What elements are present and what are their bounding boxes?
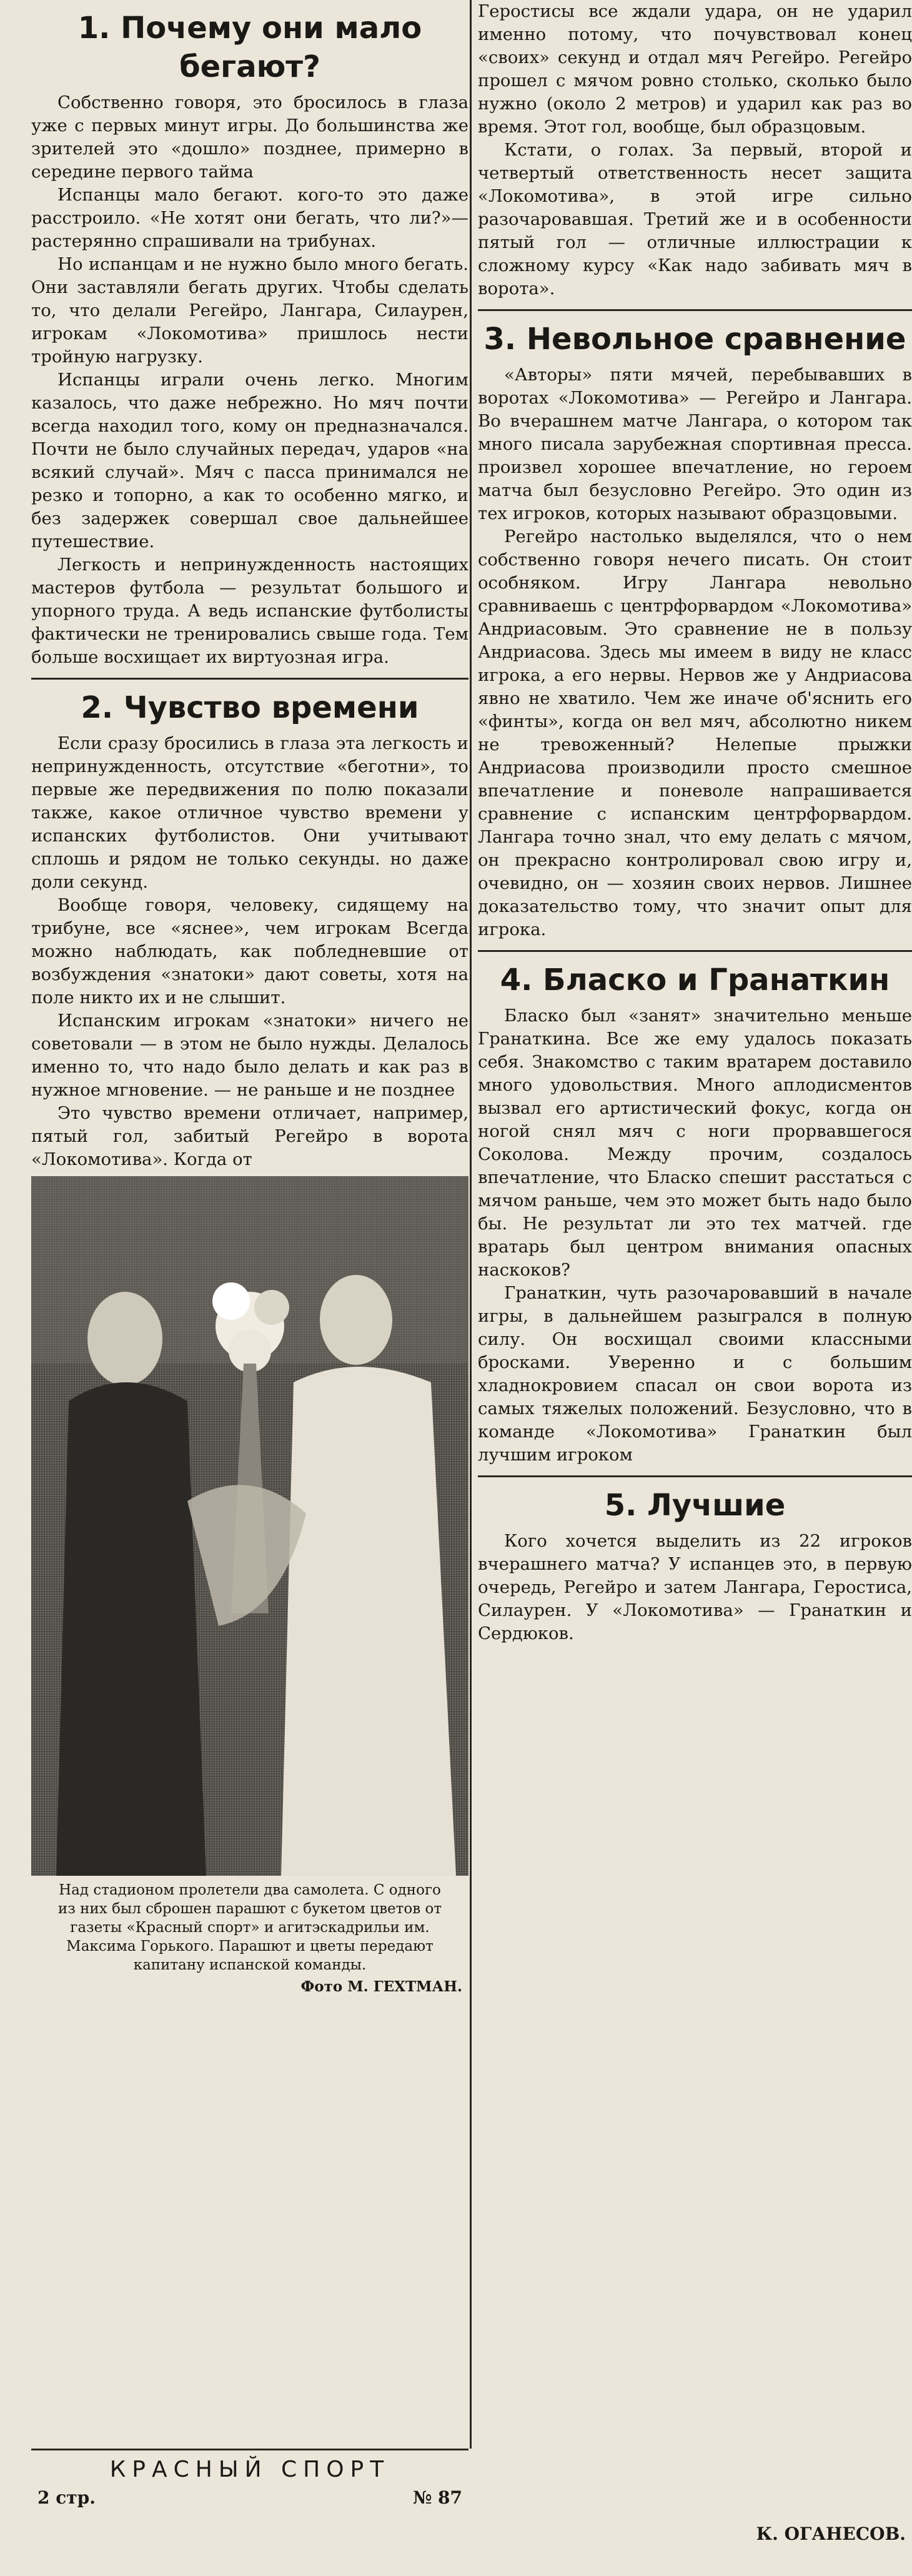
photo-credit: Фото М. ГЕХТМАН. xyxy=(300,1978,462,1995)
section-divider xyxy=(478,1475,912,1477)
article-5 xyxy=(478,1486,912,1645)
article-4-body xyxy=(478,1004,912,1467)
page-footer xyxy=(31,2449,468,2508)
article-1-title: 1. Почему они мало бегают? xyxy=(77,11,422,84)
article-5-paragraph: Кого хочется выделить из 22 игроков вчерашнего матча? У испанцев это, в первую очередь, Регейро и затем Лангара, Героcтиса, Силаурен. У «Локомотива» — Гранаткин и Сердюков. xyxy=(478,1531,912,1643)
intro-paragraph: Героcтисы все ждали удара, он не ударил именно потому, что почувствовал конец «своих» секунд и отдал мяч Регейро. Регейро прошел с мячом ровно столько, сколько было нужно (около 2 метров) и ударил как раз во время. Этот гол, вообще, был образцовым. xyxy=(478,1,912,137)
article-4-paragraph: Гранаткин, чуть разочаровавший в начале игры, в дальнейшем разыгрался в полную силу. Он восхищал своими классными бросками. Уверенно и с большим хладнокровием спасал он свои ворота из самых тяжелых положений. Безусловно, что в команде «Локомотива» Гранаткин был лучшим игроком xyxy=(478,1283,912,1465)
issue-number: № 87 xyxy=(412,2487,462,2508)
intro-continuation xyxy=(478,0,912,300)
article-2-title: 2. Чувство времени xyxy=(81,690,419,725)
article-2-paragraph: Это чувство времени отличает, например, пятый гол, забитый Регейро в ворота «Локомотива». Когда от xyxy=(31,1103,468,1169)
article-3-body xyxy=(478,364,912,941)
section-divider xyxy=(478,309,912,311)
article-3-title: 3. Невольное сравнение xyxy=(483,322,906,357)
article-5-body xyxy=(478,1530,912,1645)
article-1-paragraph: Легкость и непринужденность настоящих мастеров футбола — результат большого и упорного труда. А ведь испанские футболисты фактически не тренировались свыше года. Тем больше восхищает их виртуозная игра. xyxy=(31,555,468,667)
article-2-paragraph: Испанским игрокам «знатоки» ничего не советовали — в этом не было нужды. Делалось именно то, что надо было делать и как раз в нужное мгновение. — не раньше и не позднее xyxy=(31,1011,468,1100)
photo-block xyxy=(31,1176,468,1997)
article-4-title: 4. Бласко и Гранаткин xyxy=(500,963,890,998)
article-3-paragraph: «Авторы» пяти мячей, перебывавших в воротах «Локомотива» — Регейро и Лангара. Во вчерашнем матче Лангара, о котором так много писала зарубежная спортивная пресса. произвел хорошее впечатление, но героем матча был безусловно Регейро. Это один из тех игроков, которых называют образцовыми. xyxy=(478,365,912,523)
article-1-paragraph: Собственно говоря, это бросилось в глаза уже с первых минут игры. До большинства же зрителей это «дошло» позднее, примерно в середине первого тайма xyxy=(31,92,468,182)
article-2-body xyxy=(31,732,468,1171)
author-signature: К. ОГАНЕСОВ. xyxy=(756,2524,906,2544)
article-2 xyxy=(31,688,468,1171)
page-number: 2 стр. xyxy=(37,2487,96,2508)
section-divider xyxy=(478,950,912,952)
article-1-paragraph: Испанцы играли очень легко. Многим казалось, что даже небрежно. Но мяч почти всегда находил того, кому он предназначался. Почти не было случайных передач, ударов «на всякий случай». Мяч с пасса принимался не резко и топорно, а как то особенно мягко, и без задержек совершал свое дальнейшее путешествие. xyxy=(31,370,468,552)
photo-caption: Над стадионом пролетели два самолета. С одного из них был сброшен парашют с букетом цветов от газеты «Красный спорт» и агитэскадрильи им. Максима Горького. Парашют и цветы передают капитану испанской команды. xyxy=(57,1882,442,1973)
column-divider xyxy=(470,0,472,2449)
article-2-paragraph: Вообще говоря, человеку, сидящему на трибуне, все «яснее», чем игрокам Всегда можно наблюдать, как побледневшие от возбуждения «знатоки» дают советы, хотя на поле никто их и не слышит. xyxy=(31,895,468,1008)
right-column xyxy=(478,0,912,1645)
article-4-paragraph: Бласко был «занят» значительно меньше Гранаткина. Все же ему удалось показать себя. Знакомство с таким вратарем доставило много удовольствия. Много аплодисментов вызвал его артистический фокус, когда он ногой снял мяч с ноги прорвавшегося Соколова. Между прочим, создалось впечатление, что Бласко спешит расстаться с мячом раньше, чем это может быть надо было бы. Не результат ли это тех матчей. где вратарь был центром внимания опасных наскоков? xyxy=(478,1006,912,1280)
intro-paragraph: Кстати, о голах. За первый, второй и четвертый ответственность несет защита «Локомотива», в этой игре сильно разочаровавшая. Третий же и в особенности пятый гол — отличные иллюстрации к сложному курсу «Как надо забивать мяч в ворота». xyxy=(478,140,912,299)
article-1-body xyxy=(31,91,468,669)
article-4 xyxy=(478,961,912,1467)
article-1-paragraph: Но испанцам и не нужно было много бегать. Они заставляли бегать других. Чтобы сделать то, что делали Регейро, Лангара, Силаурен, игрокам «Локомотива» пришлось нести тройную нагрузку. xyxy=(31,254,468,367)
page-info xyxy=(31,2487,468,2508)
article-3-paragraph: Регейро настолько выделялся, что о нем собственно говоря нечего писать. Он стоит особняком. Игру Лангара невольно сравниваешь с центрфорвардом «Локомотива» Андриасовым. Это сравнение не в пользу Андриасова. Здесь мы имеем в виду не класс игрока, а его нервы. Нервов же у Андриасова явно не хватило. Чем же иначе об'яснить его «финты», когда он вел мяч, абсолютно никем не тревоженный? Нелепые прыжки Андриасова производили просто смешное впечатление и поневоле напрашивается сравнение с испанским центрфорвардом. Лангара точно знал, что ему делать с мячом, он прекрасно контролировал свою игру и, очевидно, он — хозяин своих нервов. Лишнее доказательство тому, что значит опыт для игрока. xyxy=(478,527,912,939)
article-1 xyxy=(31,0,468,669)
article-1-paragraph: Испанцы мало бегают. кого-то это даже расстроило. «Не хотят они бегать, что ли?»—растерянно спрашивали на трибунах. xyxy=(31,185,468,251)
article-3 xyxy=(478,320,912,941)
left-column xyxy=(31,0,468,1997)
article-5-title: 5. Лучшие xyxy=(604,1488,786,1523)
intro-body xyxy=(478,0,912,300)
newspaper-masthead: КРАСНЫЙ СПОРТ xyxy=(109,2457,390,2482)
article-2-paragraph: Если сразу бросились в глаза эта легкость и непринужденность, отсутствие «беготни», то первые же передвижения по полю показали также, какое отличное чувство времени у испанских футболистов. Они учитывают сплошь и рядом не только секунды. но даже доли секунд. xyxy=(31,733,468,892)
photo-parachute-flowers xyxy=(31,1176,468,1876)
section-divider xyxy=(31,678,468,680)
